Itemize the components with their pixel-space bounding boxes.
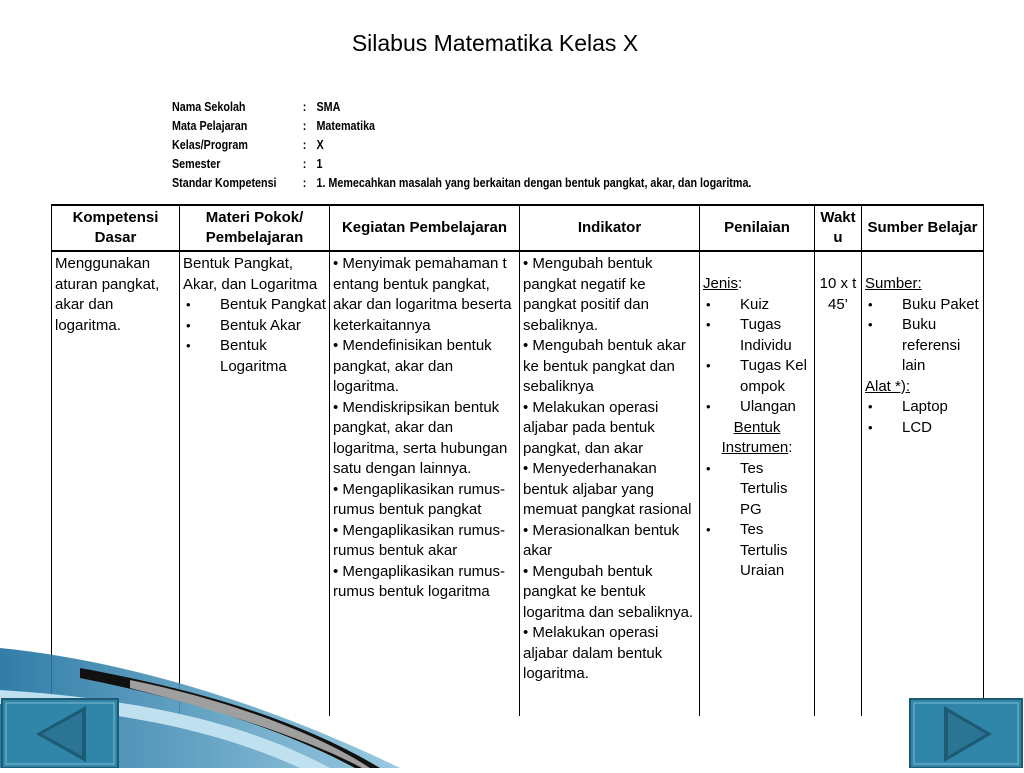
jenis-list (703, 295, 811, 418)
list-item: • LCD (865, 418, 980, 439)
info-separator: : (302, 138, 307, 152)
triangle-right-icon (908, 697, 1024, 768)
kegiatan-item: • Mengaplikasikan rumus-rumus bentuk logaritma (333, 562, 505, 600)
info-separator: : (302, 100, 307, 114)
materi-list (183, 295, 326, 377)
table-header-row (52, 205, 984, 251)
cell-sumber-belajar (862, 251, 984, 716)
info-separator: : (302, 119, 307, 133)
info-label: Kelas/Program (172, 138, 248, 152)
previous-slide-button[interactable] (0, 697, 120, 768)
header-penilaian: Penilaian (700, 205, 815, 251)
header-materi-pokok: Materi Pokok/ Pembelajaran (180, 205, 330, 251)
info-row-mata-pelajaran (172, 117, 751, 136)
list-item: • Bentuk Pangkat (183, 295, 326, 316)
list-item: • Laptop (865, 397, 980, 418)
info-value: SMA (316, 100, 341, 114)
info-label: Semester (172, 157, 221, 171)
sumber-heading: Sumber: (865, 275, 922, 292)
list-item: • Tugas Kelompok (703, 356, 811, 397)
indikator-item: • Menyederhanakan bentuk aljabar yang memuat pangkat rasional (523, 460, 692, 518)
header-indikator: Indikator (520, 205, 700, 251)
alat-heading: Alat *): (865, 377, 911, 395)
info-value: 1 (316, 157, 323, 171)
list-item: • Tugas Individu (703, 315, 811, 356)
indikator-item: • Mengubah bentuk akar ke bentuk pangkat dan sebaliknya (523, 337, 686, 395)
indikator-item: • Melakukan operasi aljabar dalam bentuk logaritma. (523, 624, 663, 682)
triangle-left-icon (0, 697, 120, 768)
info-row-kelas-program (172, 136, 751, 155)
info-value: 1. Memecahkan masalah yang berkaitan dengan bentuk pangkat, akar, dan logaritma. (316, 176, 752, 190)
list-item: • Bentuk Logaritma (183, 336, 326, 377)
info-row-nama-sekolah (172, 98, 751, 117)
kegiatan-item: • Mendiskripsikan bentuk pangkat, akar dan logaritma, serta hubungan satu dengan lainnya. (333, 398, 508, 477)
list-item: • Kuiz (703, 295, 811, 316)
info-value: Matematika (316, 119, 376, 133)
indikator-item: • Mengubah bentuk pangkat ke bentuk logaritma dan sebaliknya. (523, 562, 694, 621)
kegiatan-item: • Mendefinisikan bentuk pangkat, akar dan logaritma. (333, 337, 492, 395)
school-info (172, 98, 751, 193)
info-row-standar-kompetensi (172, 174, 751, 193)
list-item: • Buku Paket (865, 295, 980, 316)
table-row (52, 251, 984, 716)
cell-penilaian (700, 251, 815, 716)
kegiatan-item: • Menyimak pemahaman t entang bentuk pangkat, akar dan logaritma beserta keterkaitannya (333, 255, 512, 334)
jenis-heading: Jenis: (703, 275, 743, 292)
header-kegiatan-pembelajaran: Kegiatan Pembelajaran (330, 205, 520, 251)
info-separator: : (302, 176, 307, 190)
cell-kegiatan-pembelajaran (330, 251, 520, 716)
info-row-semester (172, 155, 751, 174)
info-separator: : (302, 157, 307, 171)
bentuk-list (703, 459, 811, 582)
indikator-item: • Melakukan operasi aljabar pada bentuk pangkat, dan akar (523, 398, 659, 457)
cell-waktu: 10 x t 45’ (815, 251, 862, 716)
bentuk-instrumen-heading: Bentuk Instrumen: (721, 418, 793, 456)
alat-list (865, 397, 980, 438)
cell-kompetensi-dasar: Menggunakan aturan pangkat, akar dan logaritma. (52, 251, 180, 716)
indikator-item: • Mengubah bentuk pangkat negatif ke pangkat positif dan sebaliknya. (523, 255, 653, 334)
info-value: X (316, 138, 324, 152)
page-title: Silabus Matematika Kelas X (351, 30, 639, 56)
next-slide-button[interactable] (908, 697, 1024, 768)
list-item: • Tes Tertulis PG (703, 459, 811, 521)
info-label: Mata Pelajaran (172, 119, 248, 133)
list-item: • Ulangan (703, 397, 811, 418)
cell-materi-pokok (180, 251, 330, 716)
indikator-item: • Merasionalkan bentuk akar (523, 521, 680, 559)
info-label: Standar Kompetensi (172, 176, 277, 190)
syllabus-table (51, 204, 984, 716)
sumber-list (865, 295, 980, 377)
header-kompetensi-dasar: Kompetensi Dasar (52, 205, 180, 251)
header-waktu: Waktu (815, 205, 862, 251)
header-sumber-belajar: Sumber Belajar (862, 205, 984, 251)
info-label: Nama Sekolah (172, 100, 246, 114)
cell-indikator (520, 251, 700, 716)
materi-intro: Bentuk Pangkat, Akar, dan Logaritma (183, 255, 318, 293)
list-item: • Buku referensi lain (865, 315, 980, 377)
list-item: • Bentuk Akar (183, 316, 326, 337)
kegiatan-item: • Mengaplikasikan rumus-rumus bentuk pangkat (333, 480, 505, 518)
list-item: • Tes Tertulis Uraian (703, 520, 811, 582)
kegiatan-item: • Mengaplikasikan rumus-rumus bentuk akar (333, 521, 505, 559)
